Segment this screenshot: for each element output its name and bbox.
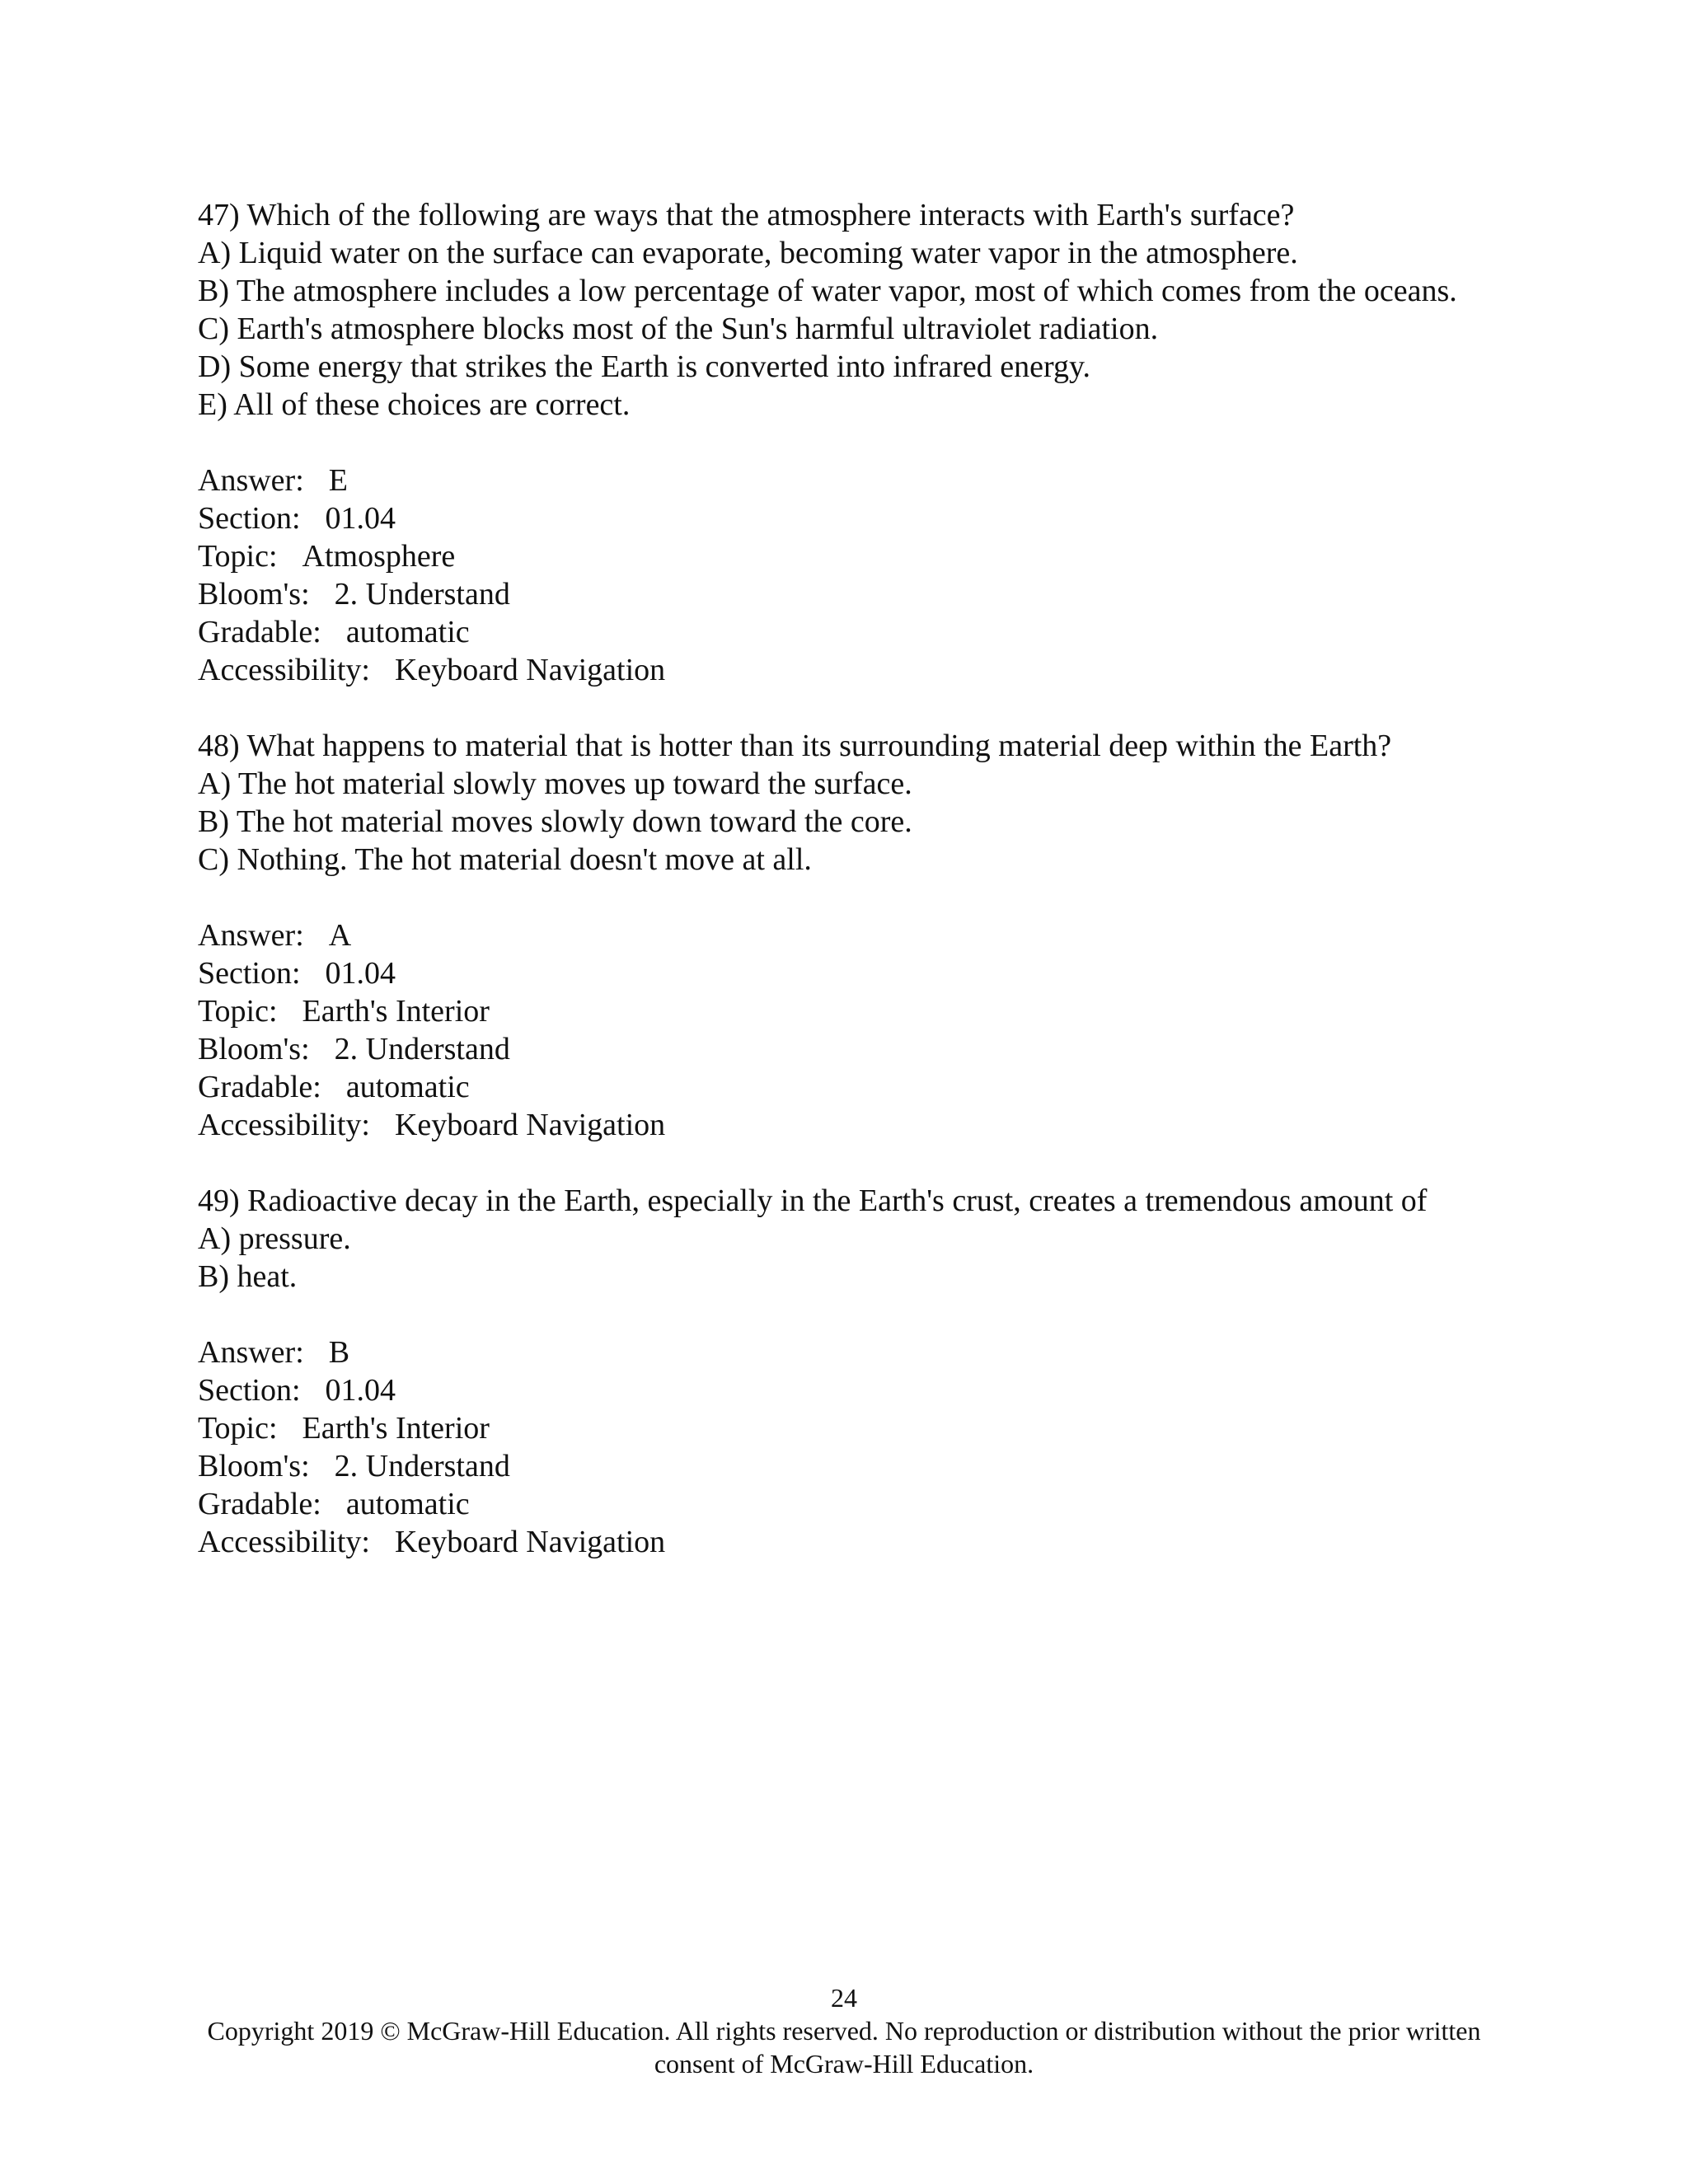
meta-section xyxy=(198,954,1500,992)
meta-label: Answer: xyxy=(198,463,304,498)
meta-accessibility xyxy=(198,1523,1500,1561)
meta-value: 2. Understand xyxy=(334,577,510,612)
meta-label: Section: xyxy=(198,501,301,536)
meta-value: 01.04 xyxy=(325,956,396,991)
meta-topic xyxy=(198,537,1500,575)
meta-label: Gradable: xyxy=(198,615,321,649)
meta-section xyxy=(198,1371,1500,1409)
meta-value: 2. Understand xyxy=(334,1449,510,1483)
meta-value: Atmosphere xyxy=(302,539,456,574)
question-stem: 47) Which of the following are ways that the atmosphere interacts with Earth's surface? xyxy=(198,198,1295,232)
meta-answer xyxy=(198,1333,1500,1371)
choice-b: B) The atmosphere includes a low percentage of water vapor, most of which comes from the oceans. xyxy=(198,274,1457,308)
meta-section xyxy=(198,499,1500,537)
question-49 xyxy=(198,1182,1500,1561)
choice-a: A) pressure. xyxy=(198,1221,351,1256)
meta-label: Answer: xyxy=(198,918,304,953)
meta-value: E xyxy=(328,463,348,498)
meta-label: Bloom's: xyxy=(198,577,310,612)
choice-e: E) All of these choices are correct. xyxy=(198,387,631,422)
choice-a: A) The hot material slowly moves up toward the surface. xyxy=(198,766,912,801)
meta-label: Accessibility: xyxy=(198,1525,370,1559)
meta-value: automatic xyxy=(345,1487,470,1521)
meta-gradable xyxy=(198,1485,1500,1523)
page-footer xyxy=(0,1981,1688,2080)
meta-answer xyxy=(198,462,1500,499)
meta-label: Accessibility: xyxy=(198,1108,370,1142)
question-metadata xyxy=(198,1333,1500,1561)
meta-label: Answer: xyxy=(198,1335,304,1370)
copyright-wrap xyxy=(201,2014,1487,2080)
meta-value: Keyboard Navigation xyxy=(394,653,666,687)
choice-c: C) Earth's atmosphere blocks most of the Sun's harmful ultraviolet radiation. xyxy=(198,312,1159,346)
meta-value: A xyxy=(328,918,352,953)
meta-value: Earth's Interior xyxy=(302,994,490,1029)
meta-value: Earth's Interior xyxy=(302,1411,490,1446)
choice-b: B) The hot material moves slowly down toward the core. xyxy=(198,804,912,839)
question-stem: 48) What happens to material that is hotter than its surrounding material deep within the Earth? xyxy=(198,729,1392,763)
meta-value: automatic xyxy=(345,615,470,649)
meta-blooms xyxy=(198,1030,1500,1068)
meta-label: Topic: xyxy=(198,1411,278,1446)
meta-label: Section: xyxy=(198,1373,301,1408)
meta-value: Keyboard Navigation xyxy=(394,1525,666,1559)
copyright-notice: Copyright 2019 © McGraw-Hill Education. All rights reserved. No reproduction or distribution without the prior written consent of McGraw-Hill Education. xyxy=(207,2016,1481,2079)
meta-topic xyxy=(198,992,1500,1030)
choice-c: C) Nothing. The hot material doesn't move at all. xyxy=(198,842,812,877)
meta-label: Section: xyxy=(198,956,301,991)
meta-blooms xyxy=(198,1447,1500,1485)
page-content xyxy=(198,196,1500,1561)
meta-label: Bloom's: xyxy=(198,1032,310,1066)
meta-gradable xyxy=(198,613,1500,651)
meta-gradable xyxy=(198,1068,1500,1106)
meta-value: 01.04 xyxy=(325,1373,396,1408)
question-metadata xyxy=(198,916,1500,1144)
choice-d: D) Some energy that strikes the Earth is converted into infrared energy. xyxy=(198,349,1091,384)
choice-a: A) Liquid water on the surface can evaporate, becoming water vapor in the atmosphere. xyxy=(198,236,1298,270)
meta-accessibility xyxy=(198,1106,1500,1144)
meta-accessibility xyxy=(198,651,1500,689)
meta-label: Topic: xyxy=(198,994,278,1029)
meta-blooms xyxy=(198,575,1500,613)
question-metadata xyxy=(198,462,1500,689)
meta-label: Gradable: xyxy=(198,1070,321,1104)
meta-value: 2. Understand xyxy=(334,1032,510,1066)
question-47 xyxy=(198,196,1500,689)
question-stem: 49) Radioactive decay in the Earth, especially in the Earth's crust, creates a tremendous amount of xyxy=(198,1183,1428,1218)
meta-label: Accessibility: xyxy=(198,653,370,687)
meta-label: Bloom's: xyxy=(198,1449,310,1483)
choice-b: B) heat. xyxy=(198,1259,298,1294)
meta-answer xyxy=(198,916,1500,954)
meta-value: automatic xyxy=(345,1070,470,1104)
meta-label: Topic: xyxy=(198,539,278,574)
meta-value: Keyboard Navigation xyxy=(394,1108,666,1142)
meta-label: Gradable: xyxy=(198,1487,321,1521)
meta-value: B xyxy=(328,1335,350,1370)
meta-topic xyxy=(198,1409,1500,1447)
meta-value: 01.04 xyxy=(325,501,396,536)
page-number: 24 xyxy=(831,1983,857,2013)
question-48 xyxy=(198,727,1500,1144)
